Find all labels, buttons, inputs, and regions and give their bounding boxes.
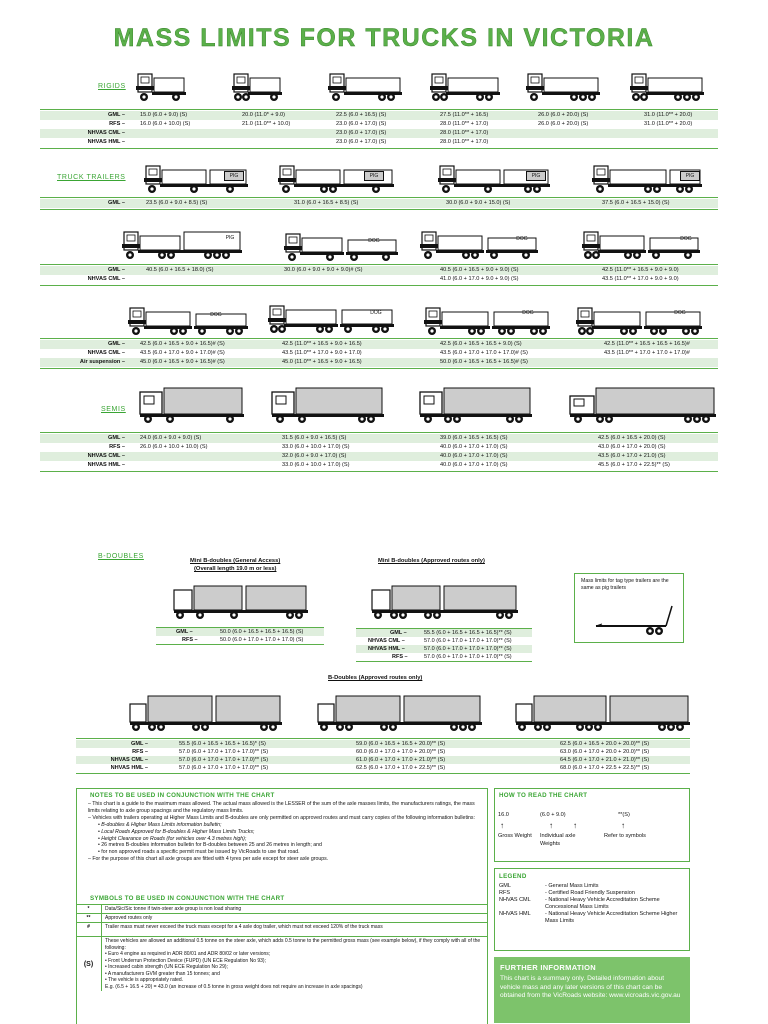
table-row: GML – 42.5 (6.0 + 16.5 + 9.0 + 16.5)# (S) 42.5 (11.0** + 16.5 + 9.0 + 16.5) 42.5 (6.0 + 16.5 + 16.5 + 9.0) (S) 42.5 (11.0** + 16.5 + 16.5 + 16.5)# — [40, 340, 718, 349]
pig-tag: PIG — [680, 171, 700, 181]
table-row: GML – 55.5 (6.0 + 16.5 + 16.5 + 16.5)* (S) 59.0 (6.0 + 16.5 + 16.5 + 20.0)** (S) 62.5 (6.0 + 16.5 + 20.0 + 20.0)** (S) — [76, 740, 690, 748]
how-to-read-label-gross: Gross Weight — [498, 833, 532, 839]
table-row: NHVAS HML – 33.0 (6.0 + 10.0 + 17.0) (S) 40.0 (6.0 + 17.0 + 17.0) (S) 45.5 (6.0 + 17.0 + 22.5)** (S) — [87, 462, 670, 468]
legend-row: NHVAS HML - National Heavy Vehicle Accreditation Scheme Higher Mass Limits — [499, 911, 678, 924]
dog-tag: DOG — [680, 236, 692, 242]
arrow-up-icon: ↑ — [549, 821, 553, 830]
dog-tag: DOG — [516, 236, 528, 242]
table-row: NHVAS CML – 23.0 (6.0 + 17.0) (S) 28.0 (11.0** + 17.0) — [40, 129, 718, 138]
pig-tag: PIG — [526, 171, 546, 181]
legend-heading: LEGEND — [499, 873, 527, 880]
rigid-truck-4 — [430, 74, 500, 101]
arrow-up-icon: ↑ — [621, 821, 625, 830]
legend-list — [499, 883, 687, 925]
rigid-truck-6 — [630, 74, 704, 101]
table-row: NHVAS CML – 57.0 (6.0 + 17.0 + 17.0 + 17.0)** (S) — [368, 638, 512, 644]
table-row: GML – 50.0 (6.0 + 16.5 + 16.5 + 16.5) (S) — [156, 628, 324, 636]
note-paragraph: – This chart is a guide to the maximum mass allowed. The actual mass allowed is the LESSER of the sum of the axle masses limits, the manufacturers ratings, the mass limits relating to axle group spacings and the regulatory mass limits. — [88, 801, 475, 814]
truck-dog-4 — [128, 308, 248, 335]
b-double-3 — [516, 696, 690, 731]
mini-general-heading: Mini B-doubles (General Access) — [190, 558, 281, 564]
dog-tag: DOG — [370, 310, 382, 316]
note-bullet: • for non approved roads a specific permit must be issued by VicRoads to use that road. — [98, 849, 300, 856]
rigid-truck-5 — [526, 74, 600, 101]
note-bullet: • B-doubles & Higher Mass Limits information bulletin; — [98, 821, 222, 828]
note-bullet: • Height Clearance on Roads (for vehicles over 4.3 metres high); — [98, 835, 247, 842]
semi-1 — [140, 388, 244, 423]
table-row: GML – 15.0 (6.0 + 9.0) (S) 20.0 (11.0* + 9.0) 22.5 (6.0 + 16.5) (S) 27.5 (11.0** + 16.5) 26.0 (6.0 + 20.0) (S) 31.0 (11.0** + 20.0) — [40, 111, 718, 120]
table-row: RFS – 57.0 (6.0 + 17.0 + 17.0 + 17.0)** (S) — [392, 654, 512, 660]
table-row: RFS – 26.0 (6.0 + 10.0 + 10.0) (S) 33.0 (6.0 + 10.0 + 17.0) (S) 40.0 (6.0 + 17.0 + 17.0) (S) 43.0 (6.0 + 17.0 + 20.0) (S) — [109, 444, 666, 450]
b-doubles-heading: B-Doubles (Approved routes only) — [328, 675, 423, 681]
how-to-read-box — [494, 788, 690, 862]
table-row: NHVAS HML – 57.0 (6.0 + 17.0 + 17.0 + 17.0)** (S) 62.5 (6.0 + 17.0 + 17.0 + 22.5)** (S) 68.0 (6.0 + 17.0 + 22.5 + 22.5)** (S) — [110, 765, 650, 771]
b-double-1 — [130, 696, 282, 731]
table-row: GML – 40.5 (6.0 + 16.5 + 18.0) (S) 30.0 (6.0 + 9.0 + 9.0 + 9.0)# (S) 40.5 (6.0 + 16.5 + 9.0 + 9.0) (S) 42.5 (11.0** + 16.5 + 9.0 + 9.0) — [40, 266, 718, 275]
symbol-row: # Trailer mass must never exceed the truck mass except for a 4 axle dog trailer, which must not exceed 120% of the truck mass — [76, 923, 488, 937]
mini-b-double-2 — [372, 586, 518, 619]
dog-tag: DOG — [522, 310, 534, 316]
dog-tag: DOG — [210, 312, 222, 318]
pig-tag: PIG — [224, 171, 244, 181]
arrow-up-icon: ↑ — [500, 821, 504, 830]
table-row: NHVAS CML – 32.0 (6.0 + 9.0 + 17.0) (S) 40.0 (6.0 + 17.0 + 17.0) (S) 43.5 (6.0 + 17.0 + 21.0) (S) — [40, 452, 718, 461]
table-row: Air suspension – 45.0 (6.0 + 16.5 + 9.0 + 16.5)# (S) 45.0 (11.0** + 16.5 + 9.0 + 16.5) 50.0 (6.0 + 16.5 + 16.5 + 16.5)# (S) — [40, 358, 718, 367]
pig-tag: PIG — [364, 171, 384, 181]
how-to-read-label-symbols: Refer to symbols — [604, 833, 646, 839]
mini-approved-heading: Mini B-doubles (Approved routes only) — [378, 558, 485, 564]
how-to-read-symbol: **(S) — [618, 812, 630, 818]
symbol-row: (S) These vehicles are allowed an additional 0.5 tonne on the steer axle, which adds 0.5 tonne to the permitted gross mass (see example below), if they comply with all of the following: • Euro 4 engine as required in ADR 80/01 and ADR 80/02 or later versions; • Front Underrun Protection Device (FUPD) (UN ECE Regulation No 93); • Increased cabin strength (UN ECE Regulation No 29); • A manufacturers GVM greater than 15 tonnes; and • The vehicle is appropriately rated. E.g. (6.5 + 16.5 + 20) = 43.0 (an increase of 0.5 tonne in gross weight does not require an increase in axle spacings) — [76, 937, 488, 991]
b-double-2 — [318, 696, 482, 731]
table-row: GML – 24.0 (6.0 + 9.0 + 9.0) (S) 31.5 (6.0 + 9.0 + 16.5) (S) 39.0 (6.0 + 16.5 + 16.5) (S) 42.5 (6.0 + 16.5 + 20.0) (S) — [40, 434, 718, 443]
pig-tag: PIG — [225, 235, 235, 241]
dog-tag: DOG — [368, 238, 380, 244]
symbols-heading: SYMBOLS TO BE USED IN CONJUNCTION WITH THE CHART — [90, 895, 285, 902]
table-row: NHVAS CML – 43.5 (6.0 + 17.0 + 9.0 + 17.0)# (S) 43.5 (11.0** + 17.0 + 9.0 + 17.0) 43.5 (6.0 + 17.0 + 17.0 + 17.0)# (S) 43.5 (11.0** + 17.0 + 17.0 + 17.0)# — [87, 350, 690, 356]
section-label-rigids: RIGIDS — [98, 83, 126, 90]
table-row: NHVAS CML – 41.0 (6.0 + 17.0 + 9.0 + 9.0) (S) 43.5 (11.0** + 17.0 + 9.0 + 9.0) — [87, 276, 679, 282]
table-row: RFS – 50.0 (6.0 + 17.0 + 17.0 + 17.0) (S) — [182, 637, 304, 643]
table-row: NHVAS HML – 57.0 (6.0 + 17.0 + 17.0 + 17.0)** (S) — [356, 645, 532, 653]
legend-row: RFS - Certified Road Friendly Suspension — [499, 890, 635, 896]
section-label-b-doubles: B-DOUBLES — [98, 553, 144, 560]
legend-row: GML - General Mass Limits — [499, 883, 599, 889]
arrow-up-icon: ↑ — [573, 821, 577, 830]
mini-general-subheading: (Overall length 19.0 m or less) — [194, 566, 277, 572]
page-title: MASS LIMITS FOR TRUCKS IN VICTORIA — [113, 24, 655, 52]
table-row: NHVAS CML – 57.0 (6.0 + 17.0 + 17.0 + 17.0)** (S) 61.0 (6.0 + 17.0 + 17.0 + 21.0)** (S) 64.5 (6.0 + 17.0 + 21.0 + 21.0)** (S) — [76, 756, 690, 764]
semi-3 — [420, 388, 532, 423]
note-paragraph: – For the purpose of this chart all axle groups are fitted with 4 tyres per axle except for steer axle groups. — [88, 856, 329, 863]
notes-heading: NOTES TO BE USED IN CONJUNCTION WITH THE CHART — [90, 792, 275, 799]
table-row: NHVAS HML – 23.0 (6.0 + 17.0) (S) 28.0 (11.0** + 17.0) — [87, 139, 489, 145]
how-to-read-label-axles: Individual axle Weights — [540, 833, 576, 847]
tag-trailer-note — [574, 573, 684, 643]
dog-tag: DOG — [674, 310, 686, 316]
symbol-row: ** Approved routes only — [76, 914, 488, 923]
section-label-truck-trailers: TRUCK TRAILERS — [57, 174, 126, 181]
how-to-read-axles: (6.0 + 9.0) — [540, 812, 566, 818]
rigid-truck-1 — [136, 74, 186, 101]
section-label-semis: SEMIS — [101, 406, 126, 413]
semi-2 — [272, 388, 384, 423]
tag-trailer-note-text: Mass limits for tag type trailers are the same as pig trailers — [581, 578, 669, 591]
symbol-row: * Data/Sic/Sic tonne if twin-steer axle group is non load sharing — [76, 905, 488, 914]
mini-b-double-1 — [174, 586, 308, 619]
further-information-heading: FURTHER INFORMATION — [500, 963, 596, 972]
table-row: RFS – 16.0 (6.0 + 10.0) (S) 21.0 (11.0** + 10.0) 23.0 (6.0 + 17.0) (S) 28.0 (11.0** + 17.0) 26.0 (6.0 + 20.0) (S) 31.0 (11.0** + 20.0) — [109, 121, 693, 127]
notes-body — [88, 801, 478, 863]
table-row: GML – 55.5 (6.0 + 16.5 + 16.5 + 16.5)** (S) — [356, 629, 532, 637]
legend-row: NHVAS CML - National Heavy Vehicle Accreditation Scheme Concessional Mass Limits — [499, 897, 660, 910]
table-row: GML – 23.5 (6.0 + 9.0 + 8.5) (S) 31.0 (6.0 + 16.5 + 8.5) (S) 30.0 (6.0 + 9.0 + 15.0) (S) 37.5 (6.0 + 16.5 + 15.0) (S) — [40, 199, 718, 208]
rigid-truck-3 — [328, 74, 402, 101]
note-bullet: • 26 metres B-doubles information bulletin for B-doubles between 25 and 26 metres in length; and — [98, 842, 322, 849]
table-row: RFS – 57.0 (6.0 + 17.0 + 17.0 + 17.0)** (S) 60.0 (6.0 + 17.0 + 17.0 + 20.0)** (S) 63.0 (6.0 + 17.0 + 20.0 + 20.0)** (S) — [132, 749, 650, 755]
mini-general-table — [156, 627, 324, 645]
mini-approved-table — [356, 628, 532, 662]
note-paragraph: – Vehicles with trailers operating at Higher Mass Limits and B-doubles are only permitted on approved routes and must carry copies of the following information bulletins: — [88, 814, 475, 821]
how-to-read-gross: 16.0 — [498, 812, 509, 818]
symbols-table — [76, 904, 488, 991]
note-bullet: • Local Roads Approved for B-doubles & Higher Mass Limits Trucks; — [98, 828, 255, 835]
further-information-text: This chart is a summary only. Detailed information about vehicle mass and any later versions of this chart can be obtained from the VicRoads website: www.vicroads.vic.gov.au — [500, 975, 681, 999]
rigid-truck-2 — [232, 74, 282, 101]
how-to-read-heading: HOW TO READ THE CHART — [499, 792, 588, 799]
further-information — [494, 957, 690, 1023]
semi-4 — [570, 388, 716, 423]
